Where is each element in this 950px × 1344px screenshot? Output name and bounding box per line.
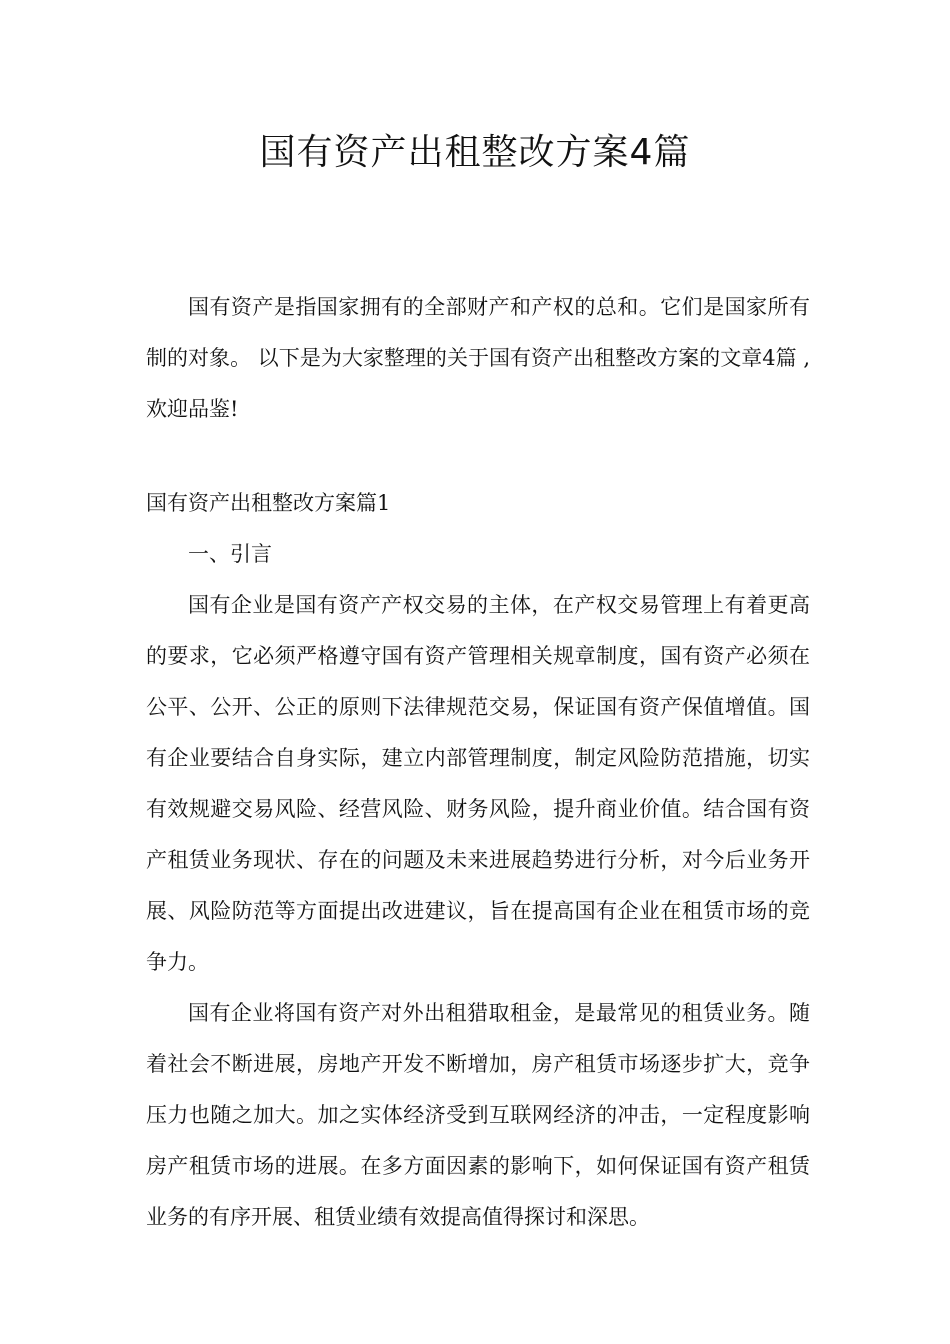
document-title: 国有资产出租整改方案4篇 bbox=[259, 132, 691, 173]
section-block bbox=[146, 478, 810, 1243]
subheading: 一、引言 bbox=[188, 542, 272, 566]
intro-block bbox=[146, 282, 810, 435]
intro-paragraph: 国有资产是指国家拥有的全部财产和产权的总和。它们是国家所有制的对象。 以下是为大家整理的关于国有资产出租整改方案的文章4篇 ,欢迎品鉴! bbox=[146, 295, 810, 421]
section-heading: 国有资产出租整改方案篇1 bbox=[146, 491, 391, 515]
body-paragraph: 国有企业是国有资产产权交易的主体，在产权交易管理上有着更高的要求，它必须严格遵守国有资产管理相关规章制度，国有资产必须在公平、公开、公正的原则下法律规范交易，保证国有资产保值增值。国有企业要结合自身实际，建立内部管理制度，制定风险防范措施，切实有效规避交易风险、经营风险、财务风险，提升商业价值。结合国有资产租赁业务现状、存在的问题及未来进展趋势进行分析，对今后业务开展、风险防范等方面提出改进建议，旨在提高国有企业在租赁市场的竞争力。 bbox=[146, 593, 810, 974]
body-paragraph: 国有企业将国有资产对外出租猎取租金，是最常见的租赁业务。随着社会不断进展，房地产开发不断增加，房产租赁市场逐步扩大，竞争压力也随之加大。加之实体经济受到互联网经济的冲击，一定程度影响房产租赁市场的进展。在多方面因素的影响下，如何保证国有资产租赁业务的有序开展、租赁业绩有效提高值得探讨和深思。 bbox=[146, 1001, 810, 1229]
